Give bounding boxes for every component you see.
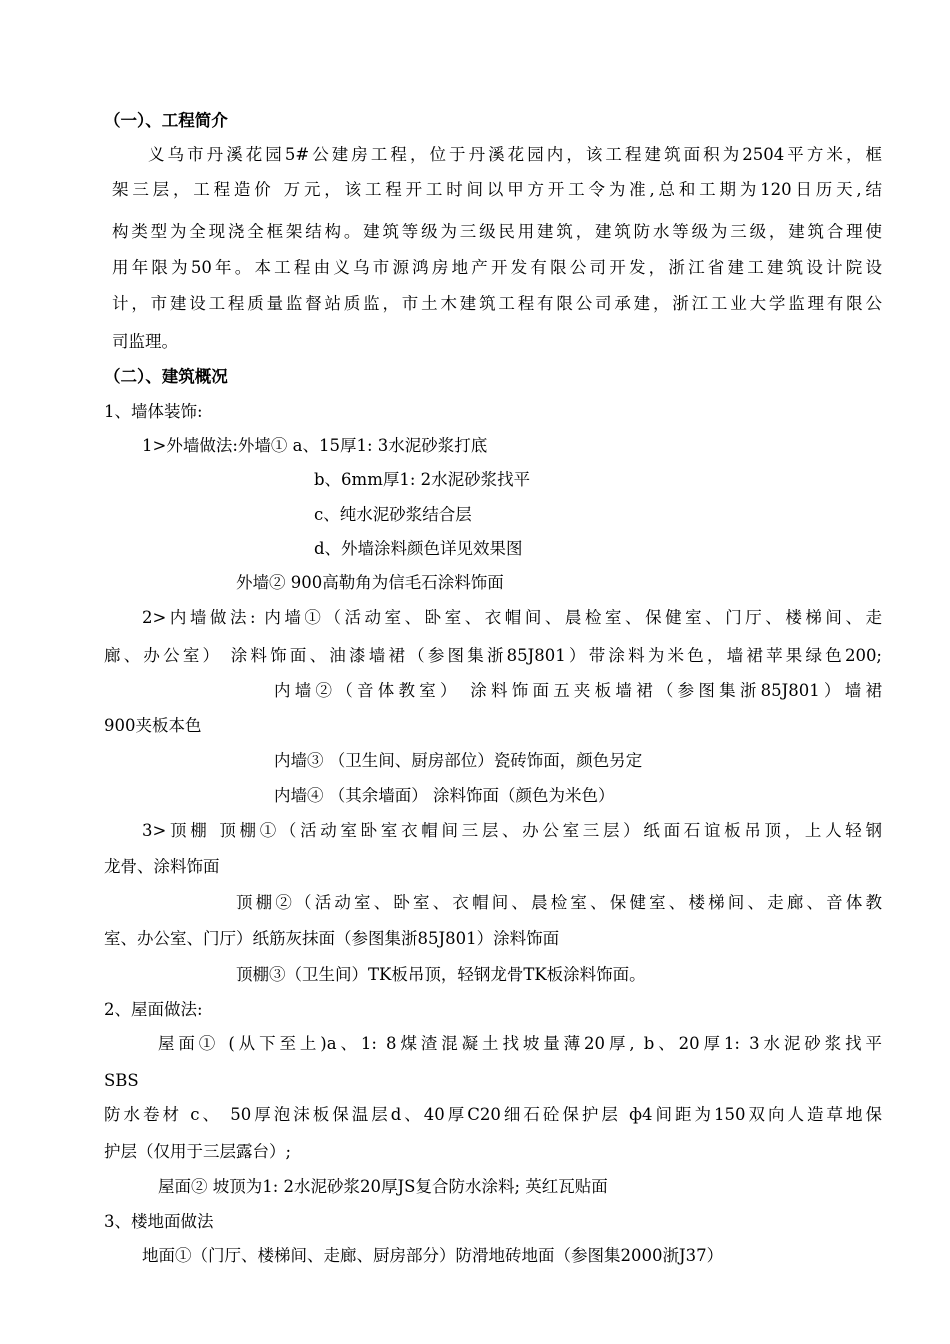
interior-wall-line: 内墙③ （卫生间、厨房部位）瓷砖饰面，颜色另定 xyxy=(274,751,643,770)
floor-title: 3、楼地面做法 xyxy=(104,1212,214,1231)
interior-wall-line: 内墙④ （其余墙面） 涂料饰面（颜色为米色） xyxy=(274,786,615,805)
section1-heading: （一）、工程简介 xyxy=(104,111,228,130)
interior-wall-line: 廊、办公室） 涂料饰面、油漆墙裙（参图集浙85J801）带涂料为米色，墙裙苹果绿色200; xyxy=(104,646,882,665)
section1-paragraph-line: 架三层，工程造价 万元，该工程开工时间以甲方开工令为准,总和工期为120日历天,结 xyxy=(112,180,882,199)
exterior-wall-line: 1>外墙做法:外墙① a、15厚1: 3水泥砂浆打底 xyxy=(142,436,488,455)
exterior-wall-line: b、6mm厚1: 2水泥砂浆找平 xyxy=(314,470,531,489)
roof-title: 2、屋面做法: xyxy=(104,1000,203,1019)
floor-line: 地面①（门厅、楼梯间、走廊、厨房部分）防滑地砖地面（参图集2000浙J37） xyxy=(142,1246,724,1265)
ceiling-line: 龙骨、涂料饰面 xyxy=(104,857,220,876)
interior-wall-line: 900夹板本色 xyxy=(104,716,202,735)
section1-paragraph-line: 计，市建设工程质量监督站质监，市土木建筑工程有限公司承建，浙江工业大学监理有限公 xyxy=(112,294,882,313)
section1-paragraph-line: 司监理。 xyxy=(112,332,178,351)
section1-paragraph-line: 义乌市丹溪花园5#公建房工程，位于丹溪花园内，该工程建筑面积为2504平方米，框 xyxy=(148,145,882,164)
exterior-wall-line: 外墙② 900高勒角为信毛石涂料饰面 xyxy=(236,573,504,592)
ceiling-line: 顶棚③（卫生间）TK板吊顶，轻钢龙骨TK板涂料饰面。 xyxy=(236,965,646,984)
exterior-wall-line: d、外墙涂料颜色详见效果图 xyxy=(314,539,523,558)
section1-paragraph-line: 用年限为50年。本工程由义乌市源鸿房地产开发有限公司开发，浙江省建工建筑设计院设 xyxy=(112,258,882,277)
roof-line: 防水卷材 c、 50厚泡沫板保温层d、40厚C20细石砼保护层 ф4间距为150双向人造草地保 xyxy=(104,1105,882,1124)
roof-line: SBS xyxy=(104,1071,139,1090)
interior-wall-line: 2>内墙做法: 内墙①（活动室、卧室、衣帽间、晨检室、保健室、门厅、楼梯间、走 xyxy=(142,608,882,627)
ceiling-line: 顶棚②（活动室、卧室、衣帽间、晨检室、保健室、楼梯间、走廊、音体教 xyxy=(236,893,882,912)
exterior-wall-line: c、纯水泥砂浆结合层 xyxy=(314,505,472,524)
interior-wall-line: 内墙②（音体教室） 涂料饰面五夹板墙裙（参图集浙85J801）墙裙 xyxy=(274,681,882,700)
roof-line: 屋面① (从下至上)a、1: 8煤渣混凝土找坡量薄20厚, b、20厚1: 3水泥砂浆找平 xyxy=(158,1034,882,1053)
ceiling-line: 3>顶棚 顶棚①（活动室卧室衣帽间三层、办公室三层）纸面石谊板吊顶，上人轻钢 xyxy=(142,821,882,840)
roof-line: 护层（仅用于三层露台）; xyxy=(104,1142,292,1161)
section2-heading: （二）、建筑概况 xyxy=(104,367,228,386)
wall-decoration-title: 1、墙体装饰: xyxy=(104,402,203,421)
section1-paragraph-line: 构类型为全现浇全框架结构。建筑等级为三级民用建筑，建筑防水等级为三级，建筑合理使 xyxy=(112,222,882,241)
roof-line: 屋面② 坡顶为1: 2水泥砂浆20厚JS复合防水涂料; 英红瓦贴面 xyxy=(158,1177,608,1196)
ceiling-line: 室、办公室、门厅）纸筋灰抹面（参图集浙85J801）涂料饰面 xyxy=(104,929,560,948)
